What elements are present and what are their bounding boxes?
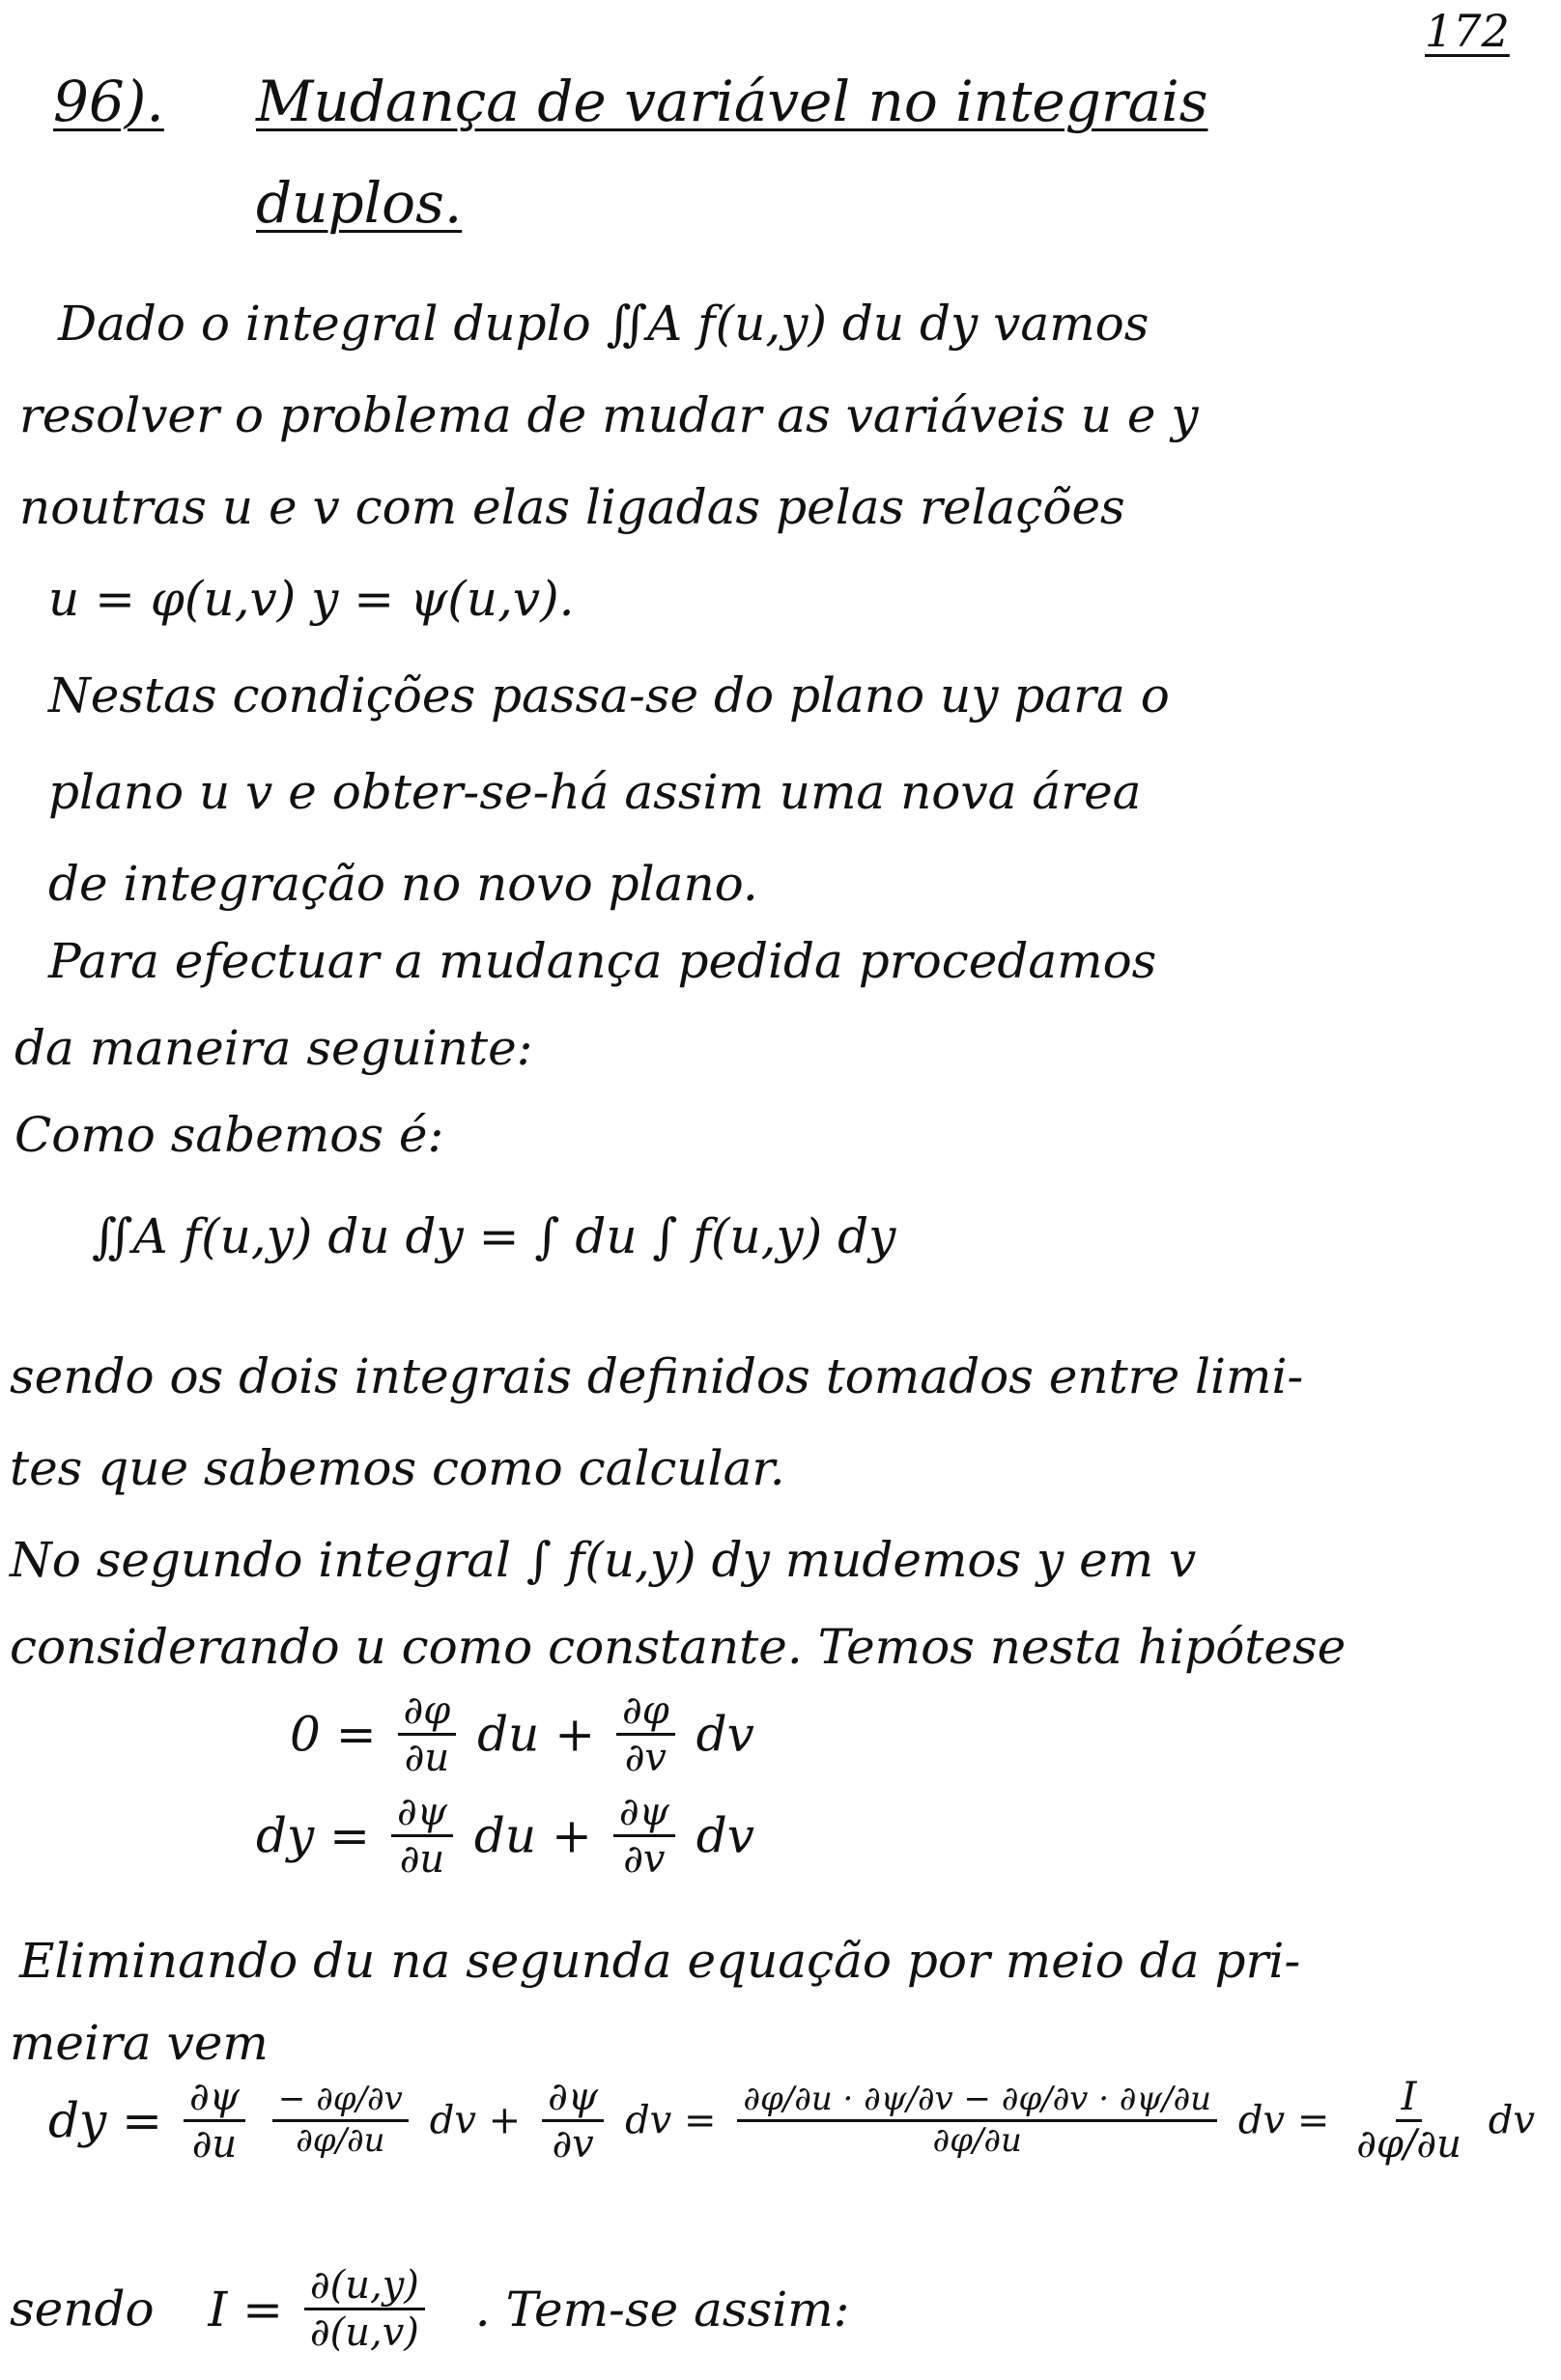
p7-sendo: sendo xyxy=(10,2281,155,2338)
eq3-t2-num: ∂ψ xyxy=(613,1792,675,1837)
eq4-b-num: − ∂φ/∂v xyxy=(272,2082,409,2122)
eq4-b-var: dv + xyxy=(429,2098,522,2143)
eq4-b-den: ∂φ/∂u xyxy=(296,2121,385,2160)
paragraph4-line2: tes que sabemos como calcular. xyxy=(10,1440,785,1496)
paragraph5-line1: No segundo integral ∫ f(u,y) dy mudemos y em v xyxy=(10,1532,1197,1588)
eq4-e-num: I xyxy=(1396,2077,1423,2122)
p7-tail: . Tem-se assim: xyxy=(474,2281,850,2338)
paragraph3-line3: Como sabemos é: xyxy=(14,1107,444,1163)
paragraph2-line1: Nestas condições passa-se do plano uy para o xyxy=(48,667,1170,723)
paragraph3-line1: Para efectuar a mudança pedida procedamos xyxy=(48,933,1157,989)
p7-jacobian-fraction xyxy=(304,2265,425,2353)
paragraph1-line4: u = φ(u,v) y = ψ(u,v). xyxy=(48,571,575,627)
paragraph6-line1: Eliminando du na segunda equação por meio da pri- xyxy=(19,1933,1301,1989)
paragraph2-line3: de integração no novo plano. xyxy=(48,856,758,912)
eq3-term2-fraction xyxy=(613,1792,675,1880)
paragraph4-line1: sendo os dois integrais definidos tomados entre limi- xyxy=(10,1348,1304,1404)
eq4-c-num: ∂ψ xyxy=(542,2077,604,2122)
eq2-t2-var: dv xyxy=(695,1706,754,1763)
equation-4 xyxy=(48,2077,1535,2165)
page-number: 172 xyxy=(1425,5,1510,57)
eq2-t2-den: ∂v xyxy=(624,1736,667,1780)
eq4-c-den: ∂v xyxy=(552,2122,594,2167)
paragraph2-line2: plano u v e obter-se-há assim uma nova área xyxy=(48,764,1142,820)
eq3-t1-den: ∂u xyxy=(399,1837,445,1882)
eq3-t1-num: ∂ψ xyxy=(391,1792,453,1837)
eq2-t2-num: ∂φ xyxy=(616,1690,675,1736)
eq2-t1-num: ∂φ xyxy=(398,1690,457,1736)
eq4-a-num: ∂ψ xyxy=(184,2077,245,2122)
eq3-term1-fraction xyxy=(391,1792,453,1880)
eq4-a-den: ∂u xyxy=(191,2122,238,2167)
eq2-t1-var: du + xyxy=(477,1706,596,1763)
eq2-t1-den: ∂u xyxy=(404,1736,450,1780)
equation-2 xyxy=(290,1690,754,1778)
eq4-d-fraction xyxy=(737,2082,1217,2158)
eq4-d-den: ∂φ/∂u xyxy=(932,2121,1022,2160)
eq2-term2-fraction xyxy=(616,1690,675,1778)
paragraph7 xyxy=(10,2265,849,2353)
paragraph3-line2: da maneira seguinte: xyxy=(14,1020,533,1076)
eq4-d-var: dv = xyxy=(1237,2098,1330,2143)
paragraph1-line3: noutras u e v com elas ligadas pelas relações xyxy=(19,479,1125,535)
eq4-lhs: dy = xyxy=(48,2092,163,2149)
eq2-lhs: 0 = xyxy=(290,1706,377,1763)
eq4-b-fraction xyxy=(272,2082,409,2158)
p7-I-den: ∂(u,v) xyxy=(309,2310,419,2355)
eq3-t2-den: ∂v xyxy=(623,1837,666,1882)
equation-1: ∬A f(u,y) du dy = ∫ du ∫ f(u,y) dy xyxy=(92,1208,896,1264)
paragraph6-line2: meira vem xyxy=(10,2015,269,2071)
paragraph1-line2: resolver o problema de mudar as variáveis u e y xyxy=(19,387,1199,443)
eq4-c-var: dv = xyxy=(625,2098,717,2143)
section-title-line1: Mudança de variável no integrais xyxy=(256,69,1208,134)
eq3-t1-var: du + xyxy=(473,1807,592,1864)
eq2-term1-fraction xyxy=(398,1690,457,1778)
equation-3 xyxy=(256,1792,754,1880)
eq3-lhs: dy = xyxy=(256,1807,371,1864)
section-number: 96). xyxy=(53,69,164,134)
section-title-line2: duplos. xyxy=(256,170,463,236)
eq4-d-num: ∂φ/∂u · ∂ψ/∂v − ∂φ/∂v · ∂ψ/∂u xyxy=(737,2082,1217,2122)
paragraph5-line2: considerando u como constante. Temos nesta hipótese xyxy=(10,1619,1347,1675)
eq4-e-den: ∂φ/∂u xyxy=(1356,2122,1462,2167)
paragraph1-line1: Dado o integral duplo ∬A f(u,y) du dy vamos xyxy=(58,296,1149,352)
eq4-c-fraction xyxy=(542,2077,604,2165)
p7-I-lhs: I = xyxy=(208,2281,284,2338)
p7-I-num: ∂(u,y) xyxy=(304,2265,425,2310)
eq4-e-var: dv xyxy=(1488,2098,1535,2143)
eq4-e-fraction xyxy=(1350,2077,1467,2165)
eq4-a-fraction xyxy=(184,2077,245,2165)
eq3-t2-var: dv xyxy=(695,1807,755,1864)
